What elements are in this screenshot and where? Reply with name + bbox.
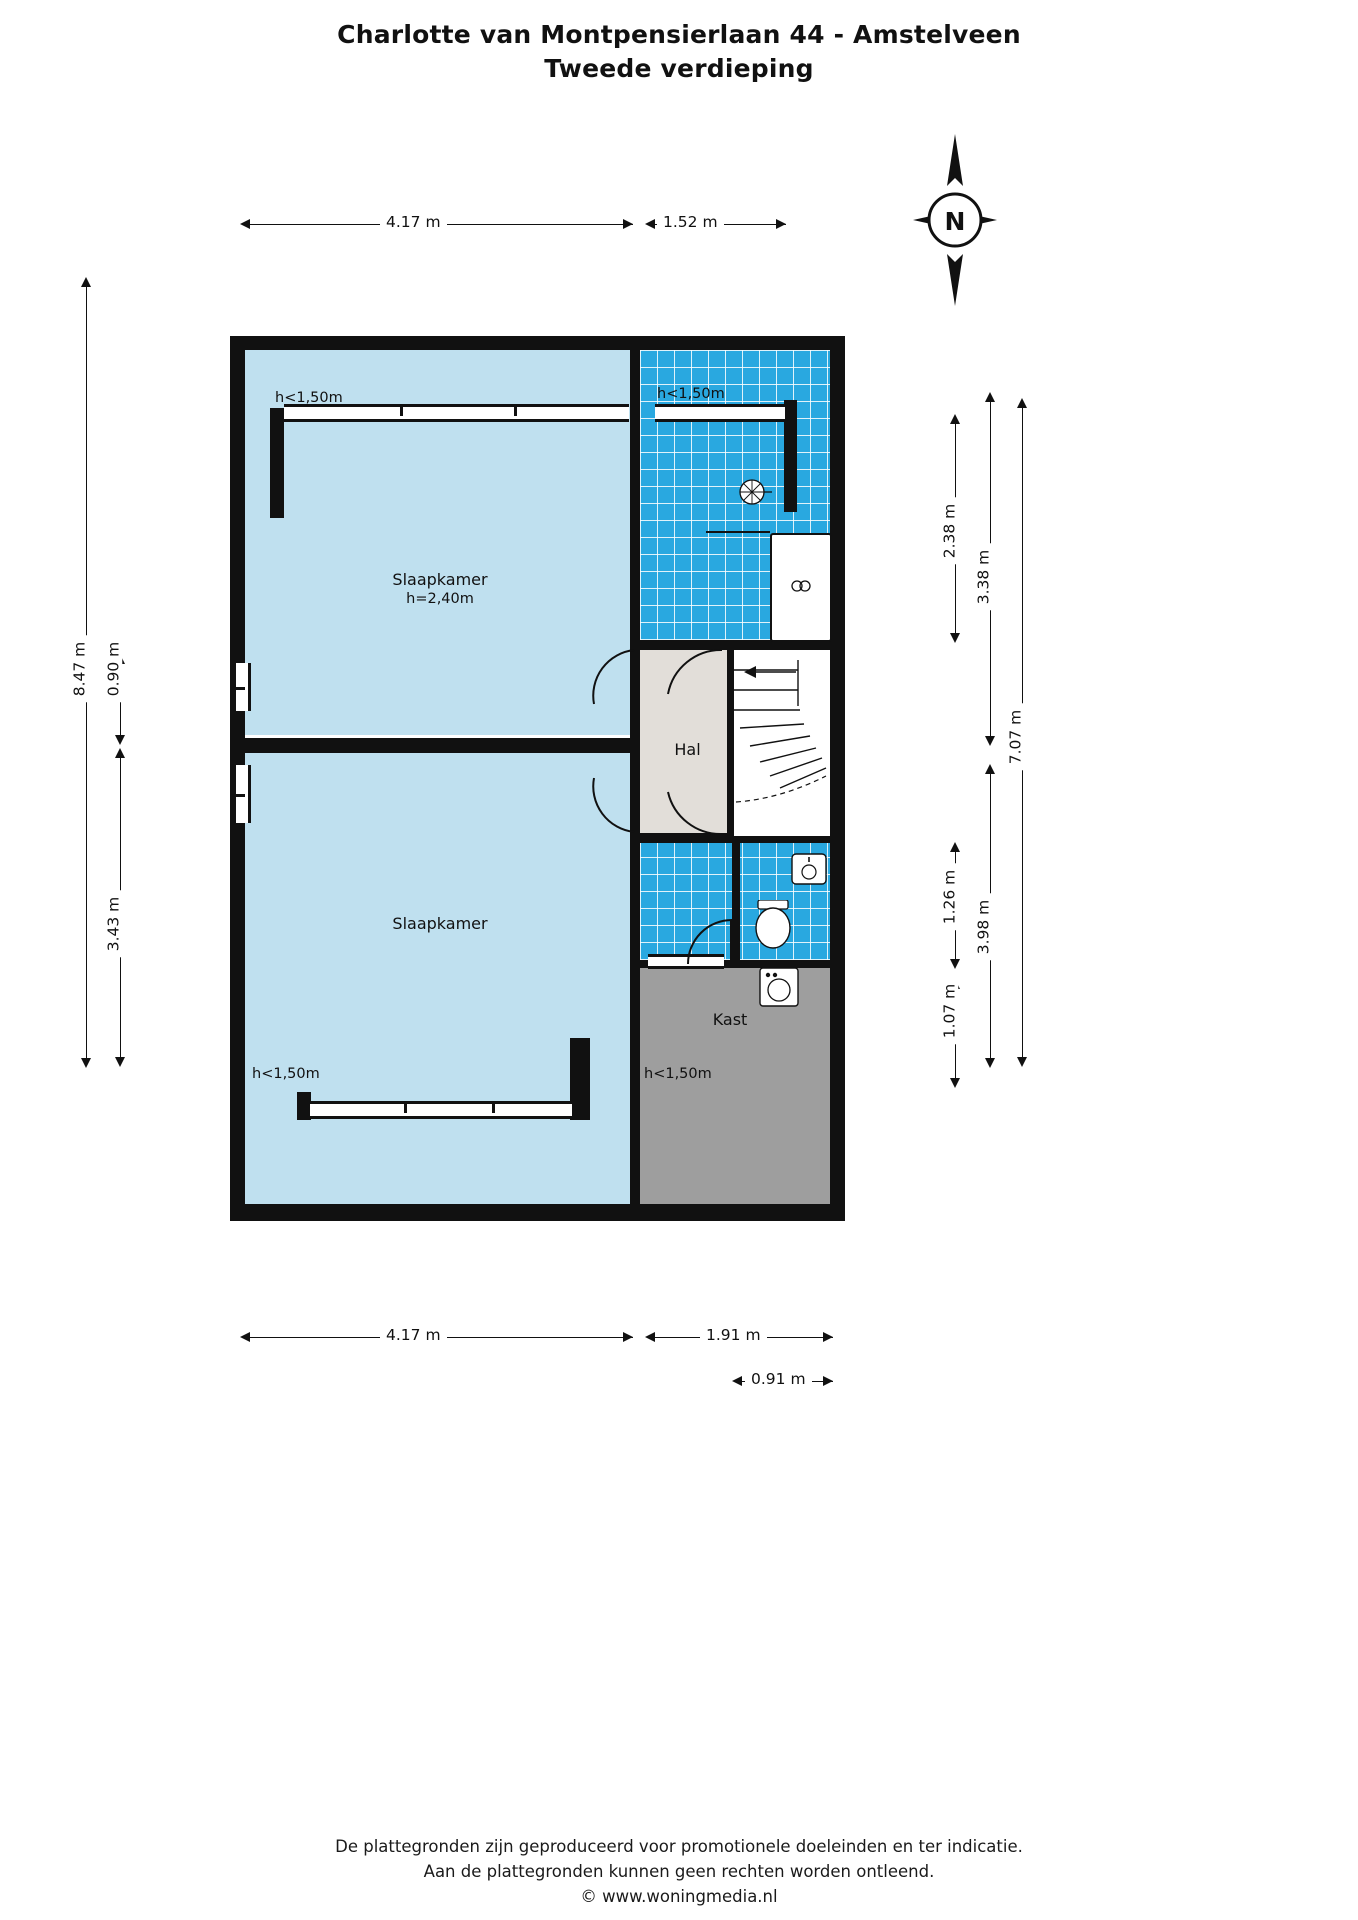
- door-leaf-kast: [730, 920, 736, 966]
- bathtub-tap-icon: [790, 575, 812, 597]
- door-arc-slaapkamer-onder: [592, 774, 644, 836]
- dim-left-090-arrow-bottom: [115, 735, 125, 745]
- dim-right-398-arrow-bottom: [985, 1058, 995, 1068]
- dim-right-238-arrow-bottom: [950, 633, 960, 643]
- dim-right-338-arrow-top: [985, 392, 995, 402]
- dim-right-707-arrow-bottom: [1017, 1057, 1027, 1067]
- dim-right-126-arrow-bottom: [950, 959, 960, 969]
- dim-right-707-label: 7.07 m: [1006, 704, 1024, 771]
- height-marker-3: h<1,50m: [252, 1066, 320, 1082]
- dim-right-238-label: 2.38 m: [940, 498, 958, 565]
- wall-top: [230, 336, 845, 350]
- dim-bottom-3-arrow-right: [823, 1376, 833, 1386]
- kneewall-upper-left: [270, 408, 284, 518]
- label-hal: Hal: [674, 740, 701, 759]
- dim-left-343-arrow-bottom: [115, 1057, 125, 1067]
- footer-line-3: © www.woningmedia.nl: [580, 1887, 778, 1906]
- dim-right-126-label: 1.26 m: [940, 864, 958, 931]
- dim-bottom-1-arrow-right: [623, 1332, 633, 1342]
- dim-bottom-1-label: 4.17 m: [380, 1326, 447, 1344]
- dim-top-2-label: 1.52 m: [657, 213, 724, 231]
- washing-machine-icon: [758, 966, 800, 1008]
- window-badkamer: [655, 404, 785, 422]
- wall-bottom: [230, 1204, 845, 1221]
- title-line-2: Tweede verdieping: [544, 54, 814, 83]
- dim-right-707-arrow-top: [1017, 398, 1027, 408]
- window-slaapkamer-boven: [284, 404, 629, 422]
- dim-right-398-label: 3.98 m: [974, 894, 992, 961]
- window-left-lower-mullion: [233, 794, 245, 797]
- footer-line-1: De plattegronden zijn geproduceerd voor promotionele doeleinden en ter indicatie.: [335, 1837, 1023, 1856]
- window-mullion-3: [404, 1101, 407, 1113]
- kneewall-upper-right: [784, 400, 797, 512]
- dim-left-343-label: 3.43 m: [104, 891, 122, 958]
- staircase: [734, 650, 830, 836]
- dim-left-343-arrow-top: [115, 748, 125, 758]
- dim-bottom-2-arrow-right: [823, 1332, 833, 1342]
- door-arc-slaapkamer-boven: [592, 648, 644, 710]
- dim-bottom-3-label: 0.91 m: [745, 1370, 812, 1388]
- shower-screen: [706, 531, 770, 533]
- label-kast: Kast: [712, 1010, 748, 1029]
- dim-right-338-label: 3.38 m: [974, 544, 992, 611]
- height-marker-2: h<1,50m: [657, 386, 725, 402]
- window-left-upper-mullion: [233, 687, 245, 690]
- footer-line-2: Aan de plattegronden kunnen geen rechten worden ontleend.: [423, 1862, 935, 1881]
- label-slaapkamer-boven-hoogte: h=2,40m: [406, 591, 474, 607]
- shower-drain-icon: [738, 478, 772, 512]
- dim-top-1-arrow-right: [623, 219, 633, 229]
- dim-top-1-arrow-left: [240, 219, 250, 229]
- dim-top-1-label: 4.17 m: [380, 213, 447, 231]
- window-mullion-1: [400, 404, 403, 416]
- toilet-icon: [752, 900, 794, 954]
- dim-top-2-arrow-right: [776, 219, 786, 229]
- kneewall-lower-left: [297, 1092, 311, 1120]
- room-kast: [640, 965, 830, 1205]
- dim-right-126-arrow-top: [950, 842, 960, 852]
- wall-between-bedrooms: [245, 738, 637, 753]
- dim-left-847-arrow-bottom: [81, 1058, 91, 1068]
- wall-hal-trap: [727, 648, 734, 838]
- dim-right-238-arrow-top: [950, 414, 960, 424]
- sink-icon: [790, 852, 830, 888]
- window-mullion-2: [514, 404, 517, 416]
- label-slaapkamer-boven: Slaapkamer: [392, 570, 488, 589]
- dim-left-847-arrow-top: [81, 277, 91, 287]
- dim-right-107-arrow-bottom: [950, 1078, 960, 1088]
- dim-bottom-1-arrow-left: [240, 1332, 250, 1342]
- dim-right-338-arrow-bottom: [985, 736, 995, 746]
- dim-left-847-label: 8.47 m: [70, 636, 88, 703]
- dim-left-090-label: 0.90 m: [104, 636, 122, 703]
- kneewall-lower-right: [570, 1038, 590, 1120]
- room-slaapkamer-onder: [245, 752, 637, 1204]
- door-arc-badkamer: [664, 648, 726, 700]
- dim-bottom-2-arrow-left: [645, 1332, 655, 1342]
- dim-right-398-arrow-top: [985, 764, 995, 774]
- footer: [0, 1834, 1358, 1909]
- compass-north-label: N: [944, 207, 966, 236]
- label-slaapkamer-onder: Slaapkamer: [392, 914, 488, 933]
- window-mullion-4: [492, 1101, 495, 1113]
- height-marker-4: h<1,50m: [644, 1066, 712, 1082]
- wall-right: [830, 336, 845, 1221]
- dim-bottom-3-arrow-left: [732, 1376, 742, 1386]
- compass-rose: [905, 130, 1005, 310]
- dim-right-107-label: 1.07 m: [940, 978, 958, 1045]
- door-arc-kast: [686, 918, 734, 966]
- window-slaapkamer-onder: [310, 1101, 572, 1119]
- door-arc-toilet: [664, 790, 726, 838]
- dim-top-2-arrow-left: [645, 219, 655, 229]
- dim-bottom-2-label: 1.91 m: [700, 1326, 767, 1344]
- wall-vert-lower: [630, 840, 640, 1221]
- height-marker-1: h<1,50m: [275, 390, 343, 406]
- title-line-1: Charlotte van Montpensierlaan 44 - Amstelveen: [337, 20, 1021, 49]
- wall-vert-upper: [630, 336, 640, 656]
